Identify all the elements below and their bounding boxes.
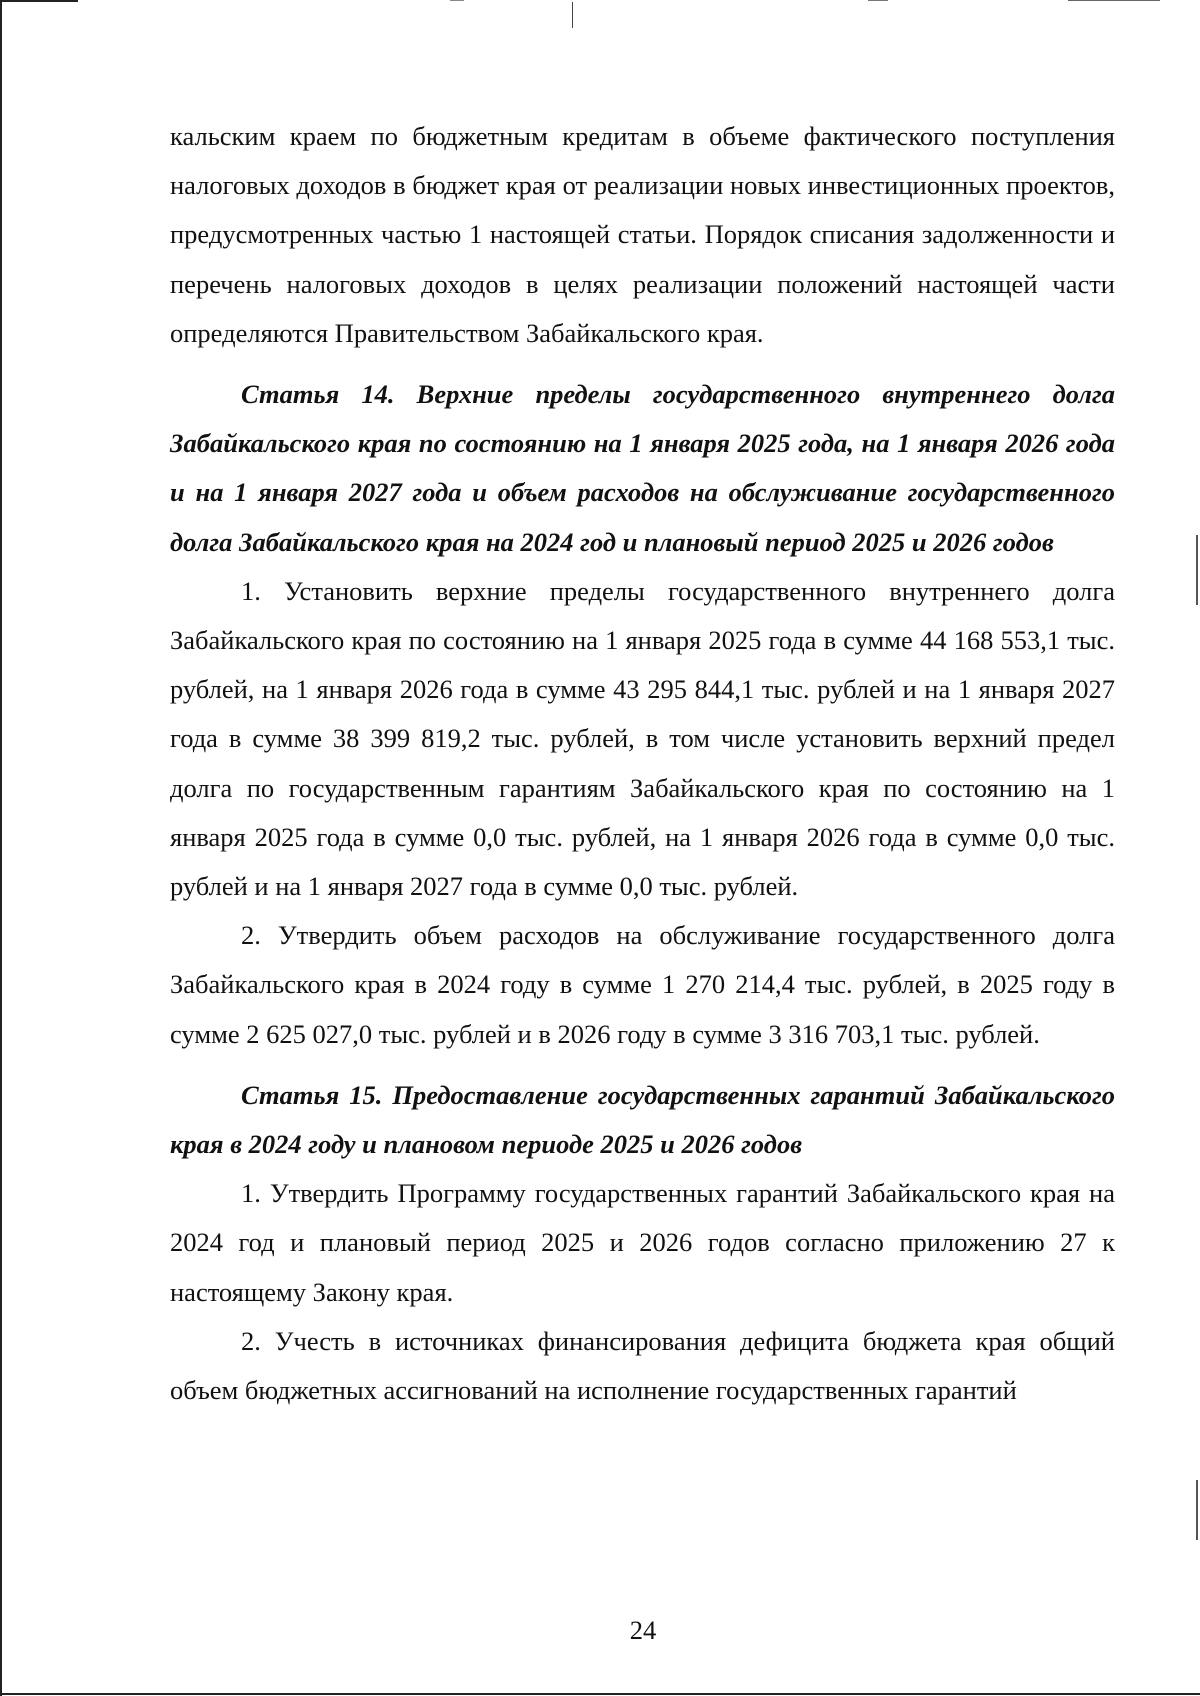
scan-border-left [0,0,2,1696]
article-14-clause-1: 1. Установить верхние пределы государственного внутреннего долга Забайкальского края по состоянию на 1 января 2025 года в сумме 44 168 553,1 тыс. рублей, на 1 января 2026 года в сумме 43 295 844,1 тыс. рублей и на 1 января 2027 года в сумме 38 399 819,2 тыс. рублей, в том числе установить верхний предел долга по государственным гарантиям Забайкальского края по состоянию на 1 января 2025 года в сумме 0,0 тыс. рублей, на 1 января 2026 года в сумме 0,0 тыс. рублей и на 1 января 2027 года в сумме 0,0 тыс. рублей. [170,575,1115,902]
paragraph-continuation: кальским краем по бюджетным кредитам в объеме фактического поступления налоговых доходов в бюджет края от реализации новых инвестиционных проектов, предусмотренных частью 1 настоящей статьи. Порядок списания задолженности и перечень налоговых доходов в целях реализации положений настоящей части определяются Правительством Забайкальского края. [170,121,1115,348]
article-14-clause-2: 2. Утвердить объем расходов на обслуживание государственного долга Забайкальского края в 2024 году в сумме 1 270 214,4 тыс. рублей, в 2025 году в сумме 2 625 027,0 тыс. рублей и в 2026 году в сумме 3 316 703,1 тыс. рублей. [170,920,1115,1049]
article-15-heading: Статья 15. Предоставление государственных гарантий Забайкальского края в 2024 году и плановом периоде 2025 и 2026 годов [170,1079,1115,1160]
document-body [170,112,1115,1415]
article-15-clause-2: 2. Учесть в источниках финансирования дефицита бюджета края общий объем бюджетных ассигнований на исполнение государственных гарантий [170,1325,1115,1406]
scan-mark-top [868,0,888,1]
scan-border-top [0,0,78,2]
article-15-clause-1: 1. Утвердить Программу государственных гарантий Забайкальского края на 2024 год и плановый период 2025 и 2026 годов согласно приложению 27 к настоящему Закону края. [170,1178,1115,1307]
scan-mark-top [1068,0,1160,1]
scan-border-bottom [0,1693,1200,1695]
scan-mark-top [572,2,573,28]
scan-mark-right [1196,535,1198,605]
scan-mark-right [1196,1480,1198,1540]
page-number: 24 [629,1615,657,1645]
scan-mark-top [450,0,464,1]
article-14-heading: Статья 14. Верхние пределы государственного внутреннего долга Забайкальского края по состоянию на 1 января 2025 года, на 1 января 2026 года и на 1 января 2027 года и объем расходов на обслуживание государственного долга Забайкальского края на 2024 год и плановый период 2025 и 2026 годов [170,379,1115,557]
